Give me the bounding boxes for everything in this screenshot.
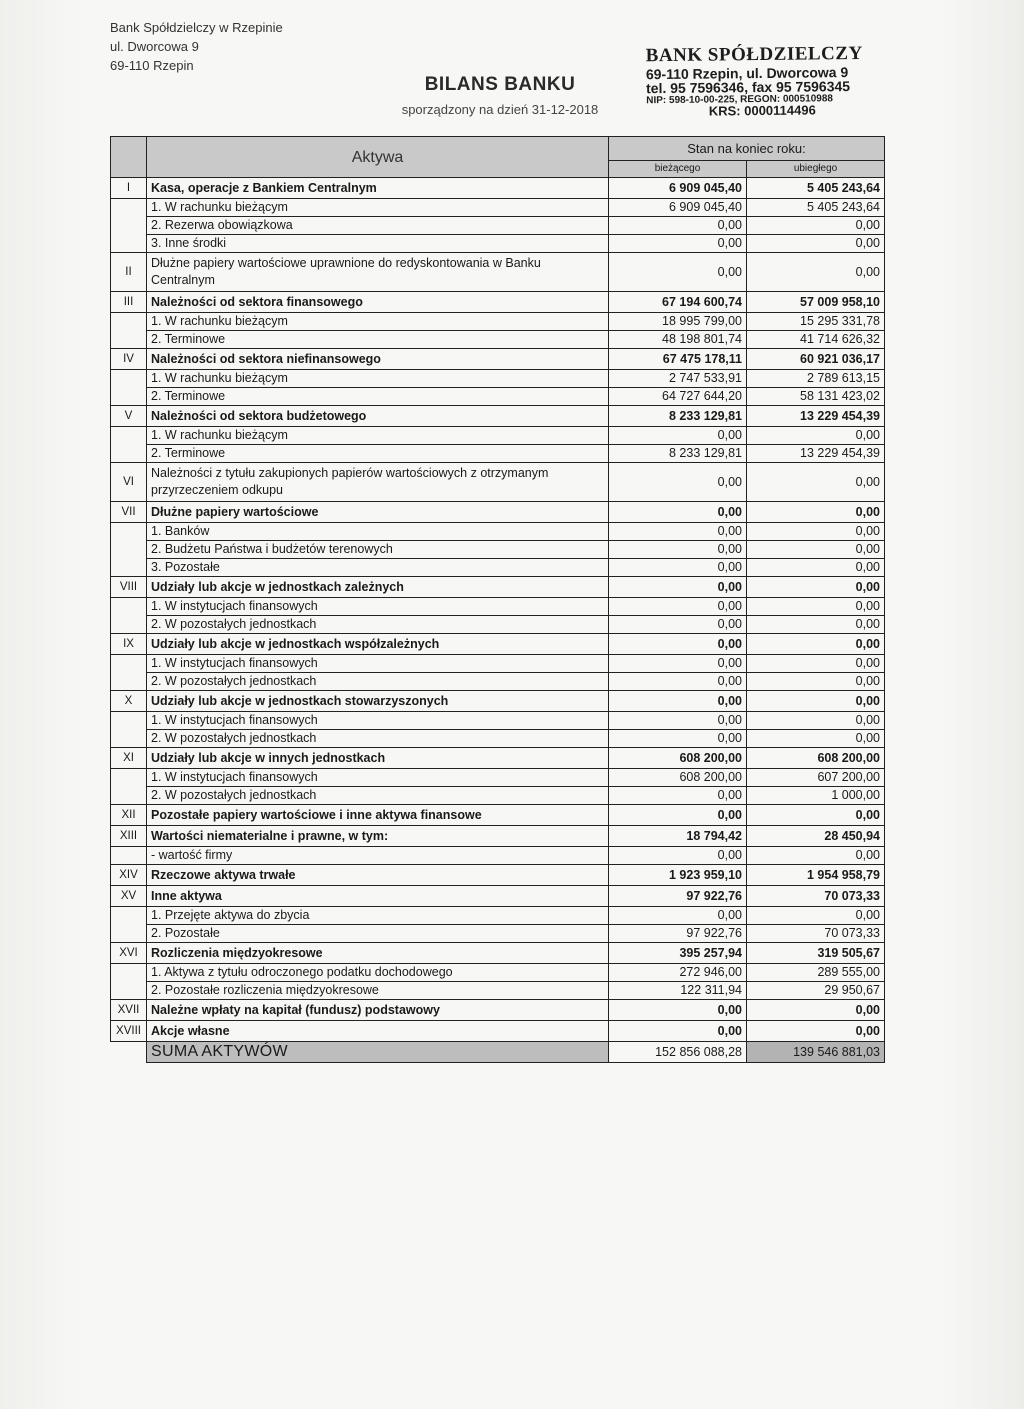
row-previous-value: 0,00 (747, 847, 885, 865)
table-subrow (111, 559, 885, 577)
table-subrow (111, 598, 885, 616)
bank-stamp (646, 43, 879, 119)
row-label: Rozliczenia międzyokresowe (147, 943, 609, 964)
table-subrow (111, 541, 885, 559)
row-current-value: 64 727 644,20 (609, 388, 747, 406)
row-label: 3. Inne środki (147, 235, 609, 253)
row-current-value: 0,00 (609, 253, 747, 292)
table-row (111, 463, 885, 502)
row-previous-value: 1 954 958,79 (747, 865, 885, 886)
table-subrow (111, 217, 885, 235)
row-number (111, 199, 147, 217)
row-current-value: 48 198 801,74 (609, 331, 747, 349)
row-current-value: 97 922,76 (609, 886, 747, 907)
header-previous-year: ubiegłego (747, 160, 885, 177)
row-label: Rzeczowe aktywa trwałe (147, 865, 609, 886)
row-current-value: 0,00 (609, 1021, 747, 1042)
row-current-value: 0,00 (609, 217, 747, 235)
row-number (111, 907, 147, 925)
row-previous-value: 0,00 (747, 598, 885, 616)
row-current-value: 0,00 (609, 907, 747, 925)
total-row (111, 1042, 885, 1063)
row-number: V (111, 406, 147, 427)
row-previous-value: 0,00 (747, 634, 885, 655)
total-previous: 139 546 881,03 (747, 1042, 885, 1063)
balance-table (110, 136, 885, 1063)
row-current-value: 0,00 (609, 235, 747, 253)
row-previous-value: 5 405 243,64 (747, 199, 885, 217)
row-previous-value: 28 450,94 (747, 826, 885, 847)
row-label: Dłużne papiery wartościowe (147, 502, 609, 523)
table-row (111, 292, 885, 313)
table-subrow (111, 787, 885, 805)
row-current-value: 67 194 600,74 (609, 292, 747, 313)
row-previous-value: 0,00 (747, 217, 885, 235)
row-current-value: 67 475 178,11 (609, 349, 747, 370)
row-previous-value: 289 555,00 (747, 964, 885, 982)
row-number (111, 559, 147, 577)
row-previous-value: 29 950,67 (747, 982, 885, 1000)
table-subrow (111, 370, 885, 388)
table-subrow (111, 730, 885, 748)
row-label: Udziały lub akcje w jednostkach stowarzyszonych (147, 691, 609, 712)
total-label: SUMA AKTYWÓW (147, 1042, 609, 1063)
row-previous-value: 57 009 958,10 (747, 292, 885, 313)
row-label: 2. W pozostałych jednostkach (147, 616, 609, 634)
row-label: - wartość firmy (147, 847, 609, 865)
table-subrow (111, 199, 885, 217)
row-number (111, 964, 147, 982)
row-number: XV (111, 886, 147, 907)
row-number (111, 673, 147, 691)
row-label: Należne wpłaty na kapitał (fundusz) podstawowy (147, 1000, 609, 1021)
row-label: Należności od sektora niefinansowego (147, 349, 609, 370)
row-label: 1. Aktywa z tytułu odroczonego podatku dochodowego (147, 964, 609, 982)
row-number: XIV (111, 865, 147, 886)
row-label: 2. Terminowe (147, 331, 609, 349)
row-label: Udziały lub akcje w innych jednostkach (147, 748, 609, 769)
row-current-value: 0,00 (609, 673, 747, 691)
table-row (111, 805, 885, 826)
row-current-value: 2 747 533,91 (609, 370, 747, 388)
row-label: 2. Budżetu Państwa i budżetów terenowych (147, 541, 609, 559)
row-label: 2. Pozostałe rozliczenia międzyokresowe (147, 982, 609, 1000)
row-previous-value: 0,00 (747, 655, 885, 673)
row-number (111, 982, 147, 1000)
row-number: I (111, 178, 147, 199)
row-current-value: 0,00 (609, 502, 747, 523)
row-current-value: 608 200,00 (609, 748, 747, 769)
row-previous-value: 0,00 (747, 541, 885, 559)
row-label: 1. W instytucjach finansowych (147, 655, 609, 673)
table-subrow (111, 925, 885, 943)
row-previous-value: 0,00 (747, 673, 885, 691)
row-number (111, 925, 147, 943)
row-current-value: 0,00 (609, 712, 747, 730)
row-number: X (111, 691, 147, 712)
row-number: XIII (111, 826, 147, 847)
row-current-value: 0,00 (609, 463, 747, 502)
row-previous-value: 0,00 (747, 691, 885, 712)
table-row (111, 691, 885, 712)
row-current-value: 122 311,94 (609, 982, 747, 1000)
row-label: 2. Pozostałe (147, 925, 609, 943)
row-previous-value: 15 295 331,78 (747, 313, 885, 331)
row-current-value: 8 233 129,81 (609, 406, 747, 427)
table-row (111, 253, 885, 292)
row-current-value: 0,00 (609, 730, 747, 748)
row-label: Dłużne papiery wartościowe uprawnione do redyskontowania w Banku Centralnym (147, 253, 609, 292)
header-aktywa: Aktywa (147, 137, 609, 178)
row-label: Należności od sektora budżetowego (147, 406, 609, 427)
row-number: VIII (111, 577, 147, 598)
row-number (111, 769, 147, 787)
row-label: 2. W pozostałych jednostkach (147, 673, 609, 691)
row-number (111, 712, 147, 730)
row-current-value: 0,00 (609, 655, 747, 673)
table-row (111, 1021, 885, 1042)
row-number (111, 598, 147, 616)
header-current-year: bieżącego (609, 160, 747, 177)
row-number (111, 787, 147, 805)
row-previous-value: 0,00 (747, 235, 885, 253)
table-subrow (111, 445, 885, 463)
row-number: III (111, 292, 147, 313)
bank-address (110, 18, 283, 75)
row-current-value: 18 794,42 (609, 826, 747, 847)
table-subrow (111, 964, 885, 982)
row-number (111, 313, 147, 331)
table-subrow (111, 616, 885, 634)
row-current-value: 608 200,00 (609, 769, 747, 787)
row-current-value: 6 909 045,40 (609, 199, 747, 217)
table-subrow (111, 427, 885, 445)
row-label: 1. W rachunku bieżącym (147, 427, 609, 445)
row-previous-value: 0,00 (747, 502, 885, 523)
table-subrow (111, 235, 885, 253)
row-current-value: 0,00 (609, 634, 747, 655)
table-row (111, 748, 885, 769)
row-previous-value: 0,00 (747, 577, 885, 598)
table-subrow (111, 331, 885, 349)
row-current-value: 0,00 (609, 427, 747, 445)
row-previous-value: 1 000,00 (747, 787, 885, 805)
row-number: IV (111, 349, 147, 370)
row-number (111, 331, 147, 349)
row-previous-value: 0,00 (747, 616, 885, 634)
row-label: Należności z tytułu zakupionych papierów wartościowych z otrzymanym przyrzeczeniem odkupu (147, 463, 609, 502)
table-subrow (111, 655, 885, 673)
row-current-value: 0,00 (609, 541, 747, 559)
row-previous-value: 5 405 243,64 (747, 178, 885, 199)
row-label: 2. Rezerwa obowiązkowa (147, 217, 609, 235)
row-number: XVI (111, 943, 147, 964)
address-line: ul. Dworcowa 9 (110, 39, 199, 54)
row-previous-value: 0,00 (747, 712, 885, 730)
row-previous-value: 0,00 (747, 730, 885, 748)
row-label: Udziały lub akcje w jednostkach zależnych (147, 577, 609, 598)
table-row (111, 1000, 885, 1021)
row-current-value: 8 233 129,81 (609, 445, 747, 463)
row-number: VI (111, 463, 147, 502)
address-line: Bank Spółdzielczy w Rzepinie (110, 20, 283, 35)
row-current-value: 0,00 (609, 805, 747, 826)
table-subrow (111, 907, 885, 925)
row-label: Należności od sektora finansowego (147, 292, 609, 313)
table-subrow (111, 673, 885, 691)
row-number (111, 523, 147, 541)
row-current-value: 395 257,94 (609, 943, 747, 964)
row-current-value: 0,00 (609, 559, 747, 577)
table-row (111, 943, 885, 964)
row-current-value: 0,00 (609, 787, 747, 805)
row-previous-value: 0,00 (747, 463, 885, 502)
row-number (111, 847, 147, 865)
row-previous-value: 0,00 (747, 427, 885, 445)
total-spacer (111, 1042, 147, 1063)
row-label: Kasa, operacje z Bankiem Centralnym (147, 178, 609, 199)
stamp-line: BANK SPÓŁDZIELCZY (645, 42, 863, 67)
row-current-value: 0,00 (609, 577, 747, 598)
row-number (111, 427, 147, 445)
row-previous-value: 607 200,00 (747, 769, 885, 787)
table-row (111, 826, 885, 847)
table-row (111, 865, 885, 886)
row-previous-value: 13 229 454,39 (747, 445, 885, 463)
table-row (111, 577, 885, 598)
row-current-value: 0,00 (609, 523, 747, 541)
row-number (111, 616, 147, 634)
row-number (111, 388, 147, 406)
row-number: VII (111, 502, 147, 523)
row-previous-value: 0,00 (747, 523, 885, 541)
document-subtitle: sporządzony na dzień 31-12-2018 (401, 102, 599, 117)
table-subrow (111, 712, 885, 730)
row-label: 3. Pozostałe (147, 559, 609, 577)
row-number (111, 445, 147, 463)
table-subrow (111, 313, 885, 331)
row-previous-value: 2 789 613,15 (747, 370, 885, 388)
row-label: 1. W instytucjach finansowych (147, 769, 609, 787)
row-number (111, 730, 147, 748)
row-current-value: 272 946,00 (609, 964, 747, 982)
row-previous-value: 608 200,00 (747, 748, 885, 769)
row-number (111, 217, 147, 235)
table-row (111, 406, 885, 427)
row-label: Inne aktywa (147, 886, 609, 907)
row-label: 2. W pozostałych jednostkach (147, 730, 609, 748)
row-label: 1. W instytucjach finansowych (147, 598, 609, 616)
stamp-line: tel. 95 7596346, fax 95 7596345 (645, 78, 851, 97)
table-row (111, 178, 885, 199)
table-row (111, 886, 885, 907)
row-number (111, 370, 147, 388)
document-title: BILANS BANKU (424, 74, 576, 95)
row-number: XVII (111, 1000, 147, 1021)
row-previous-value: 0,00 (747, 805, 885, 826)
row-current-value: 0,00 (609, 1000, 747, 1021)
row-label: Wartości niematerialne i prawne, w tym: (147, 826, 609, 847)
row-label: 1. Banków (147, 523, 609, 541)
table-row (111, 502, 885, 523)
title-block (400, 74, 600, 117)
row-previous-value: 319 505,67 (747, 943, 885, 964)
row-previous-value: 0,00 (747, 559, 885, 577)
row-previous-value: 70 073,33 (747, 886, 885, 907)
row-current-value: 0,00 (609, 598, 747, 616)
header-stan: Stan na koniec roku: (609, 137, 885, 161)
row-current-value: 0,00 (609, 616, 747, 634)
row-label: 2. Terminowe (147, 445, 609, 463)
stamp-line: KRS: 0000114496 (708, 102, 816, 119)
row-number (111, 655, 147, 673)
row-previous-value: 0,00 (747, 1021, 885, 1042)
row-number: IX (111, 634, 147, 655)
row-previous-value: 0,00 (747, 253, 885, 292)
row-previous-value: 0,00 (747, 1000, 885, 1021)
row-previous-value: 58 131 423,02 (747, 388, 885, 406)
row-number (111, 235, 147, 253)
row-number: XII (111, 805, 147, 826)
row-current-value: 1 923 959,10 (609, 865, 747, 886)
row-label: 1. W instytucjach finansowych (147, 712, 609, 730)
row-label: 1. W rachunku bieżącym (147, 199, 609, 217)
row-label: 1. Przejęte aktywa do zbycia (147, 907, 609, 925)
header-number-cell (111, 137, 147, 178)
stamp-line: NIP: 598-10-00-225, REGON: 000510988 (646, 93, 834, 107)
table-subrow (111, 769, 885, 787)
row-previous-value: 70 073,33 (747, 925, 885, 943)
row-label: Udziały lub akcje w jednostkach współzależnych (147, 634, 609, 655)
table-subrow (111, 847, 885, 865)
table-row (111, 634, 885, 655)
row-number: XI (111, 748, 147, 769)
row-label: Akcje własne (147, 1021, 609, 1042)
row-current-value: 6 909 045,40 (609, 178, 747, 199)
total-current: 152 856 088,28 (609, 1042, 747, 1063)
row-label: 2. W pozostałych jednostkach (147, 787, 609, 805)
row-label: Pozostałe papiery wartościowe i inne aktywa finansowe (147, 805, 609, 826)
row-previous-value: 0,00 (747, 907, 885, 925)
address-line: 69-110 Rzepin (110, 58, 194, 73)
table-subrow (111, 523, 885, 541)
stamp-line: 69-110 Rzepin, ul. Dworcowa 9 (645, 64, 849, 83)
row-current-value: 18 995 799,00 (609, 313, 747, 331)
row-number (111, 541, 147, 559)
table-body (111, 178, 885, 1042)
table-subrow (111, 982, 885, 1000)
row-previous-value: 13 229 454,39 (747, 406, 885, 427)
table-row (111, 349, 885, 370)
row-previous-value: 60 921 036,17 (747, 349, 885, 370)
row-label: 1. W rachunku bieżącym (147, 370, 609, 388)
row-current-value: 0,00 (609, 691, 747, 712)
row-label: 1. W rachunku bieżącym (147, 313, 609, 331)
row-current-value: 0,00 (609, 847, 747, 865)
row-previous-value: 41 714 626,32 (747, 331, 885, 349)
row-number: II (111, 253, 147, 292)
row-current-value: 97 922,76 (609, 925, 747, 943)
table-subrow (111, 388, 885, 406)
row-label: 2. Terminowe (147, 388, 609, 406)
row-number: XVIII (111, 1021, 147, 1042)
